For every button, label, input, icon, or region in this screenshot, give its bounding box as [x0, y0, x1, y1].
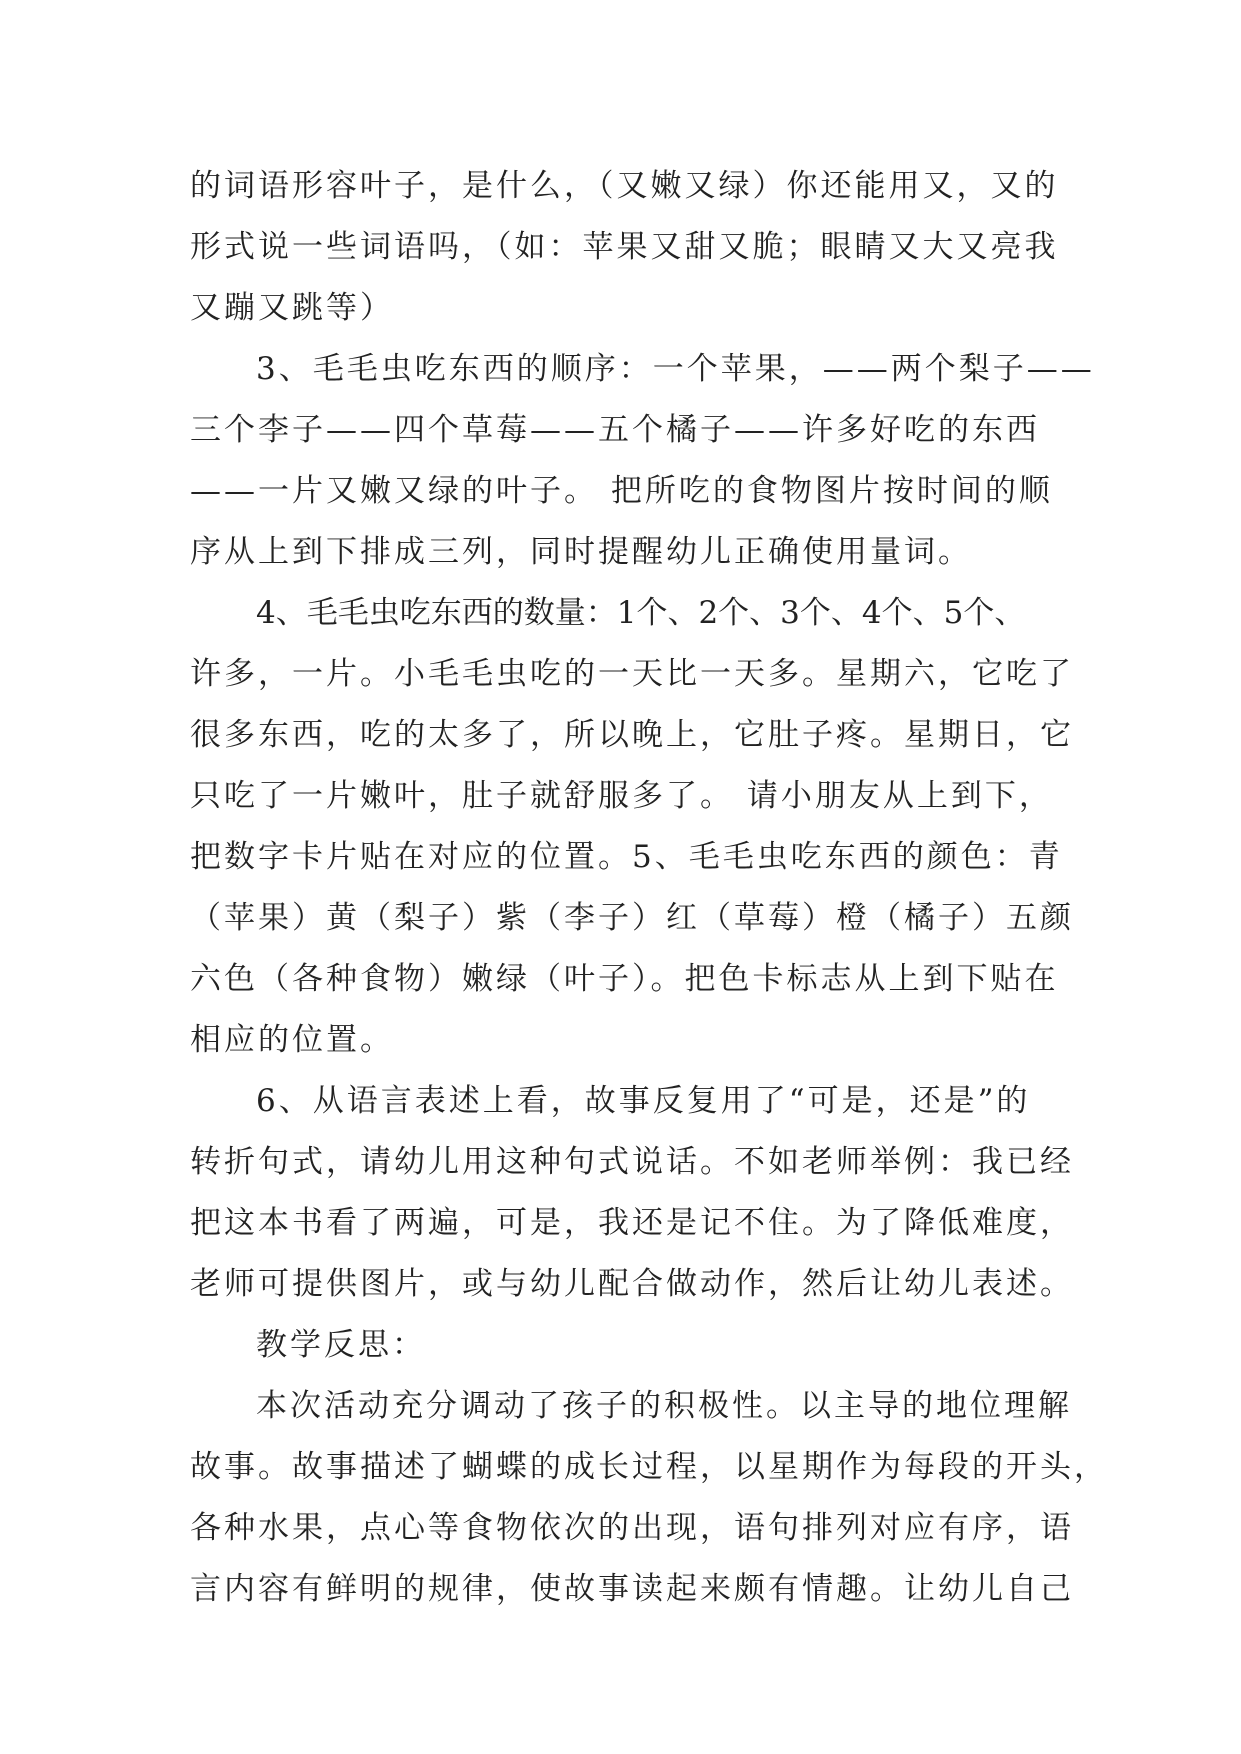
text-line: 老师可提供图片，或与幼儿配合做动作，然后让幼儿表述。 — [190, 1266, 1074, 1302]
text-line: 各种水果，点心等食物依次的出现，语句排列对应有序，语 — [190, 1510, 1074, 1546]
text-line: 只吃了一片嫩叶，肚子就舒服多了。 请小朋友从上到下， — [190, 778, 1053, 814]
text-line: 许多，一片。小毛毛虫吃的一天比一天多。星期六，它吃了 — [190, 656, 1074, 692]
section-heading: 教学反思： — [256, 1327, 426, 1363]
text-line: （苹果）黄（梨子）紫（李子）红（草莓）橙（橘子）五颜 — [190, 900, 1074, 936]
text-line: 形式说一些词语吗，（如：苹果又甜又脆；眼睛又大又亮我 — [190, 229, 1059, 265]
paragraph-start-line: 4、毛毛虫吃东西的数量：1个、2个、3个、4个、5个、 — [256, 595, 1026, 631]
document-body — [190, 156, 1108, 1620]
text-line: 三个李子——四个草莓——五个橘子——许多好吃的东西 — [190, 412, 1040, 448]
text-line: 转折句式，请幼儿用这种句式说话。不如老师举例：我已经 — [190, 1144, 1074, 1180]
text-line: 相应的位置。 — [190, 1022, 394, 1058]
text-line: ——一片又嫩又绿的叶子。 把所吃的食物图片按时间的顺 — [190, 473, 1053, 509]
paragraph-start-line: 本次活动充分调动了孩子的积极性。以主导的地位理解 — [256, 1388, 1072, 1424]
text-line: 又蹦又跳等） — [190, 290, 394, 326]
text-line: 把数字卡片贴在对应的位置。5、毛毛虫吃东西的颜色：青 — [190, 839, 1063, 875]
text-line: 的词语形容叶子，是什么，（又嫩又绿）你还能用又，又的 — [190, 168, 1059, 204]
text-line: 六色（各种食物）嫩绿（叶子）。把色卡标志从上到下贴在 — [190, 961, 1059, 997]
text-line: 故事。故事描述了蝴蝶的成长过程，以星期作为每段的开头， — [190, 1449, 1108, 1485]
paragraph-start-line: 6、从语言表述上看，故事反复用了“可是，还是”的 — [256, 1083, 1031, 1119]
text-line: 言内容有鲜明的规律，使故事读起来颇有情趣。让幼儿自己 — [190, 1571, 1074, 1607]
text-line: 把这本书看了两遍，可是，我还是记不住。为了降低难度， — [190, 1205, 1074, 1241]
text-line: 很多东西，吃的太多了，所以晚上，它肚子疼。星期日，它 — [190, 717, 1074, 753]
paragraph-start-line: 3、毛毛虫吃东西的顺序：一个苹果，——两个梨子—— — [256, 351, 1095, 387]
text-line: 序从上到下排成三列，同时提醒幼儿正确使用量词。 — [190, 534, 972, 570]
